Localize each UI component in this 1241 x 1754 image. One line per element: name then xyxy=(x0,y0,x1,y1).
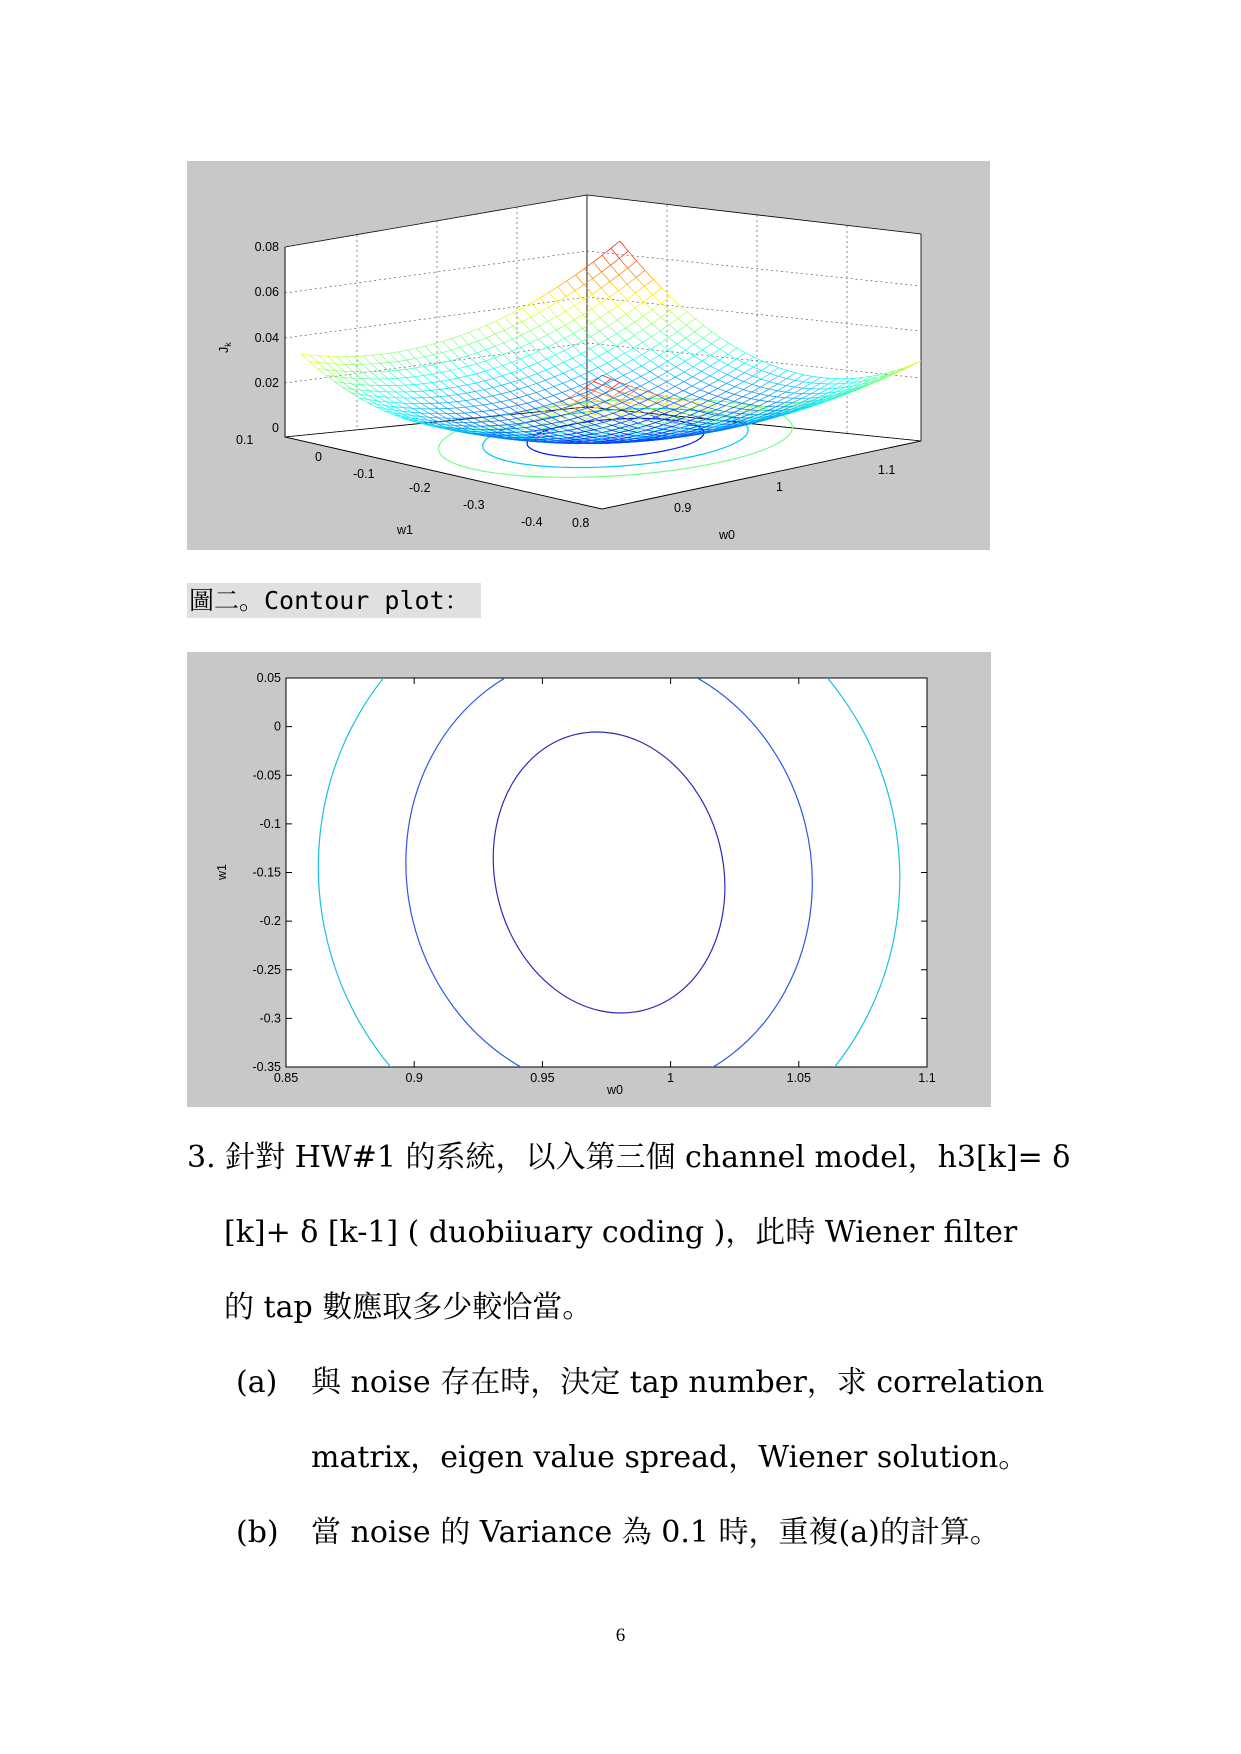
y-tick-label: 0.05 xyxy=(256,671,281,685)
w1-tick: 0.1 xyxy=(236,433,254,447)
x-tick-label: 0.9 xyxy=(405,1071,423,1085)
contour-plot xyxy=(187,652,991,1107)
item-b-line-1: 當 noise 的 Variance 為 0.1 時，重複(a)的計算。 xyxy=(311,1515,1000,1550)
w1-tick: 0 xyxy=(315,450,322,464)
y-tick-label: 0 xyxy=(274,719,281,734)
contour-plot-figure xyxy=(187,652,991,1107)
surface-back-walls xyxy=(285,195,921,509)
item-a-label: (a) xyxy=(236,1365,278,1400)
figure-caption: 圖二。Contour plot： xyxy=(187,583,481,618)
x-tick-label: 1 xyxy=(667,1071,675,1085)
z-tick: 0.02 xyxy=(254,376,279,390)
z-tick: 0 xyxy=(272,421,279,435)
question-line-2: [k]+ δ [k-1] ( duobiiuary coding )，此時 Wiener filter xyxy=(224,1215,1018,1250)
z-axis-label: $J_k$ xyxy=(217,342,233,353)
x-axis-label: w0 xyxy=(607,1083,623,1097)
x-tick-label: 0.85 xyxy=(273,1071,299,1085)
x-tick-label: 0.95 xyxy=(530,1071,555,1085)
x-tick-label: 1.05 xyxy=(786,1071,811,1085)
w1-tick: -0.1 xyxy=(353,467,375,481)
surface-plot xyxy=(187,161,990,550)
w0-tick: 0.9 xyxy=(674,501,692,515)
item-b-label: (b) xyxy=(236,1515,279,1550)
z-tick: 0.04 xyxy=(254,331,279,345)
w0-axis-label: w0 xyxy=(719,528,735,542)
item-a-line-2: matrix，eigen value spread，Wiener solution。 xyxy=(311,1440,1029,1475)
y-tick-label: -0.15 xyxy=(252,865,281,880)
w0-tick: 1 xyxy=(776,480,783,494)
z-tick: 0.08 xyxy=(254,240,279,254)
y-tick-label: -0.35 xyxy=(252,1060,281,1074)
w1-axis-label: w1 xyxy=(397,523,413,537)
x-tick-label: 1.1 xyxy=(918,1071,936,1085)
z-axis-ticks xyxy=(255,240,279,435)
page-number: 6 xyxy=(615,1625,626,1646)
w1-tick: -0.3 xyxy=(463,498,485,512)
w1-tick: -0.2 xyxy=(409,481,431,495)
plot-area xyxy=(286,678,927,1067)
w0-tick: 1.1 xyxy=(878,463,896,477)
w0-tick: 0.8 xyxy=(572,516,590,530)
y-tick-label: -0.2 xyxy=(259,914,281,929)
surface-plot-figure xyxy=(187,161,990,550)
y-tick-label: -0.25 xyxy=(252,962,281,977)
y-axis-label: w1 xyxy=(215,864,229,880)
item-a-line-1: 與 noise 存在時，決定 tap number，求 correlation xyxy=(311,1365,1045,1400)
w1-tick: -0.4 xyxy=(521,515,543,529)
y-tick-label: -0.05 xyxy=(252,768,281,783)
y-tick-label: -0.3 xyxy=(259,1011,281,1026)
question-line-3: 的 tap 數應取多少較恰當。 xyxy=(224,1290,593,1325)
question-line-1: 3. 針對 HW#1 的系統，以入第三個 channel model，h3[k]= δ xyxy=(187,1140,1071,1175)
z-tick: 0.06 xyxy=(254,285,279,299)
y-tick-label: -0.1 xyxy=(259,816,281,831)
